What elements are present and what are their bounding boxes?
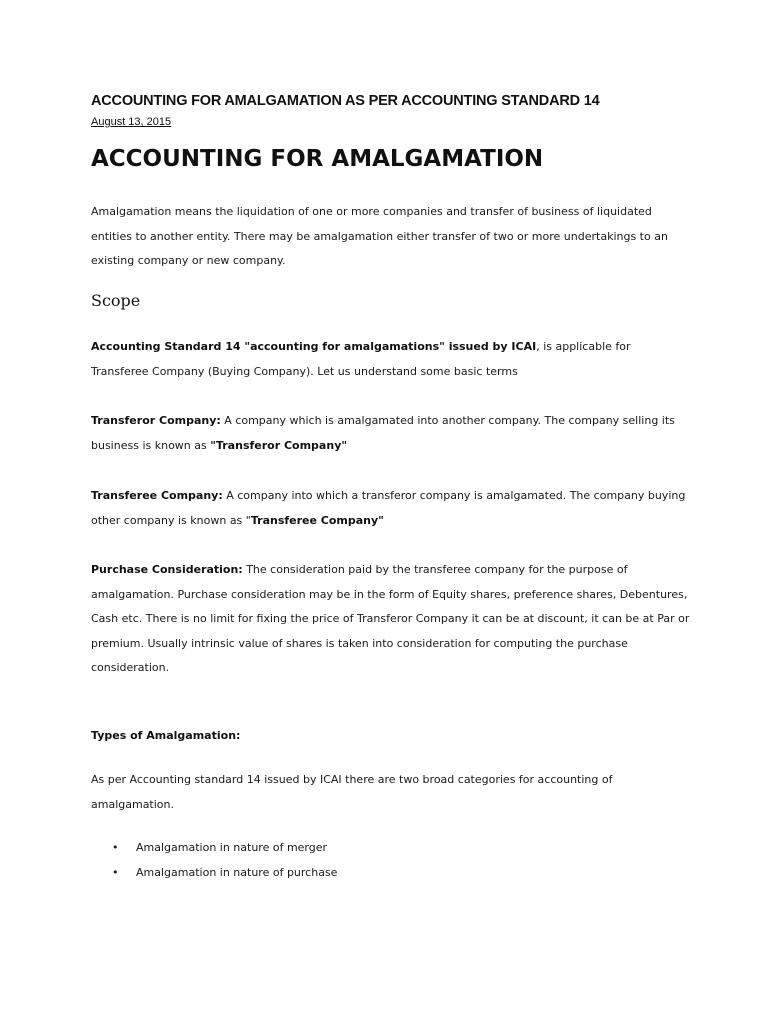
transferee-quoted: Transferee Company" [250, 513, 384, 527]
scope-heading: Scope [91, 291, 141, 310]
transferor-definition [91, 409, 691, 458]
scope-text: , is applicable for Transferee Company (Buying Company). Let us understand some basic terms [91, 340, 631, 378]
list-item [91, 861, 337, 886]
purchase-text: The consideration paid by the transferee company for the purpose of amalgamation. Purchase consideration may be in the form of Equity shares, preference shares, Debentures, Cash etc. There is no limit for fixing the price of Transferor Company it can be at discount, it can be at Par or premium. Usually intrinsic value of shares is taken into consideration for computing the purchase consideration. [91, 563, 690, 674]
list-item [91, 836, 337, 861]
list-item-label: Amalgamation in nature of merger [136, 841, 328, 854]
scope-bold-text: Accounting Standard 14 "accounting for amalgamations" issued by ICAI [91, 340, 537, 353]
transferor-text: A company which is amalgamated into another company. The company selling its business is known as [91, 414, 675, 452]
transferee-term: Transferee Company: [91, 489, 223, 502]
amalgamation-types-list [91, 836, 337, 886]
transferor-term: Transferor Company: [91, 414, 221, 427]
document-title: ACCOUNTING FOR AMALGAMATION AS PER ACCOUNTING STANDARD 14 [91, 93, 600, 109]
main-heading: ACCOUNTING FOR AMALGAMATION [91, 146, 544, 172]
purchase-term: Purchase Consideration: [91, 563, 243, 576]
bullet-icon: • [112, 866, 119, 879]
scope-paragraph [91, 335, 691, 384]
list-item-label: Amalgamation in nature of purchase [136, 866, 338, 879]
transferee-text: A company into which a transferor company is amalgamated. The company buying other company is known as " [91, 489, 686, 527]
publish-date: August 13, 2015 [91, 116, 172, 128]
transferee-definition [91, 484, 691, 533]
purchase-consideration-definition [91, 558, 691, 681]
types-heading: Types of Amalgamation: [91, 729, 241, 742]
transferor-quoted: "Transferor Company" [210, 438, 348, 452]
types-paragraph: As per Accounting standard 14 issued by ICAI there are two broad categories for accounting of amalgamation. [91, 773, 613, 811]
intro-paragraph: Amalgamation means the liquidation of one or more companies and transfer of business of liquidated entities to another entity. There may be amalgamation either transfer of two or more undertakings to an existing company or new company. [91, 205, 668, 267]
bullet-icon: • [112, 841, 119, 854]
